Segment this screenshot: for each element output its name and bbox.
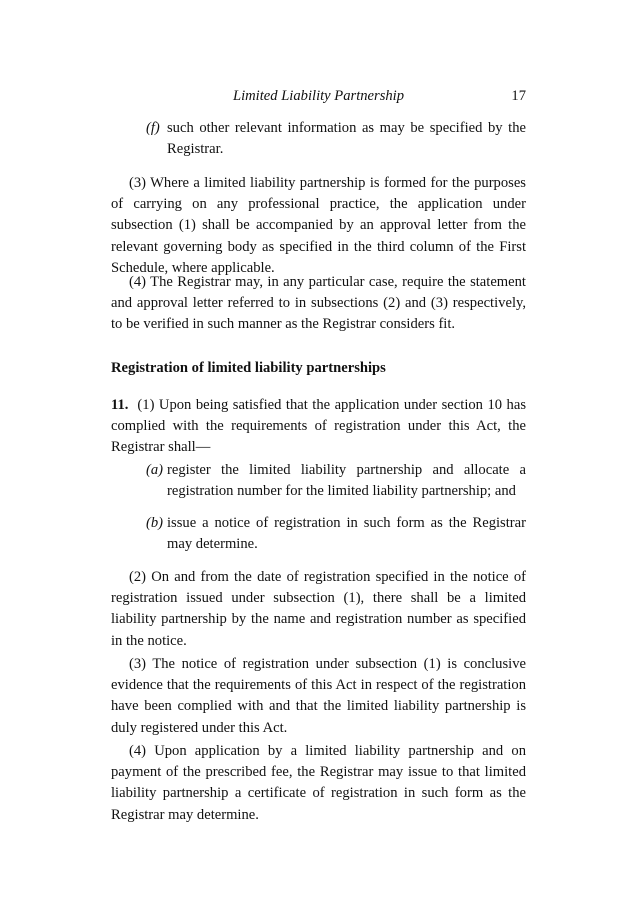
section-11-intro: [111, 395, 526, 459]
section-intro-text: (1) Upon being satisfied that the application under section 10 has complied with the requirements of registration under this Act, the Registrar shall—: [111, 397, 526, 456]
section-heading: Registration of limited liability partnerships: [111, 360, 386, 376]
page-header: [111, 86, 526, 108]
section-number: 11.: [111, 397, 129, 413]
subsection-text: (3) Where a limited liability partnership is formed for the purposes of carrying on any professional practice, the application under subsection (1) shall be accompanied by an approval letter from the relevant governing body as specified in the third column of the First Schedule, where applicable.: [111, 175, 526, 276]
subsection-text: (3) The notice of registration under subsection (1) is conclusive evidence that the requirements of this Act in respect of the registration have been complied with and that the limited liability partnership is duly registered under this Act.: [111, 656, 526, 736]
subsection-text: (4) Upon application by a limited liability partnership and on payment of the prescribed fee, the Registrar may issue to that limited liability partnership a certificate of registration in such form as the Registrar may determine.: [111, 743, 526, 823]
subsection-4: [111, 272, 526, 336]
subsection-text: (4) The Registrar may, in any particular case, require the statement and approval letter referred to in subsections (2) and (3) respectively, to be verified in such manner as the Registrar considers fit.: [111, 274, 526, 333]
item-label: (a): [146, 462, 164, 478]
item-label: (b): [146, 515, 164, 531]
section-11-subsection-4: [111, 741, 526, 826]
item-text: such other relevant information as may be specified by the Registrar.: [167, 120, 526, 158]
item-label: (f): [146, 120, 160, 136]
running-title: Limited Liability Partnership: [232, 88, 405, 104]
list-item-b: [146, 513, 526, 555]
subsection-text: (2) On and from the date of registration specified in the notice of registration issued under subsection (1), there shall be a limited liability partnership by the name and registration number as specified in the notice.: [111, 569, 526, 649]
subsection-3: [111, 173, 526, 279]
list-item-f: [146, 118, 526, 160]
item-text: register the limited liability partnership and allocate a registration number for the limited liability partnership; and: [167, 462, 526, 500]
section-11-subsection-2: [111, 567, 526, 652]
section-11-subsection-3: [111, 654, 526, 739]
page-number: 17: [511, 88, 526, 104]
item-text: issue a notice of registration in such form as the Registrar may determine.: [167, 515, 526, 553]
list-item-a: [146, 460, 526, 502]
